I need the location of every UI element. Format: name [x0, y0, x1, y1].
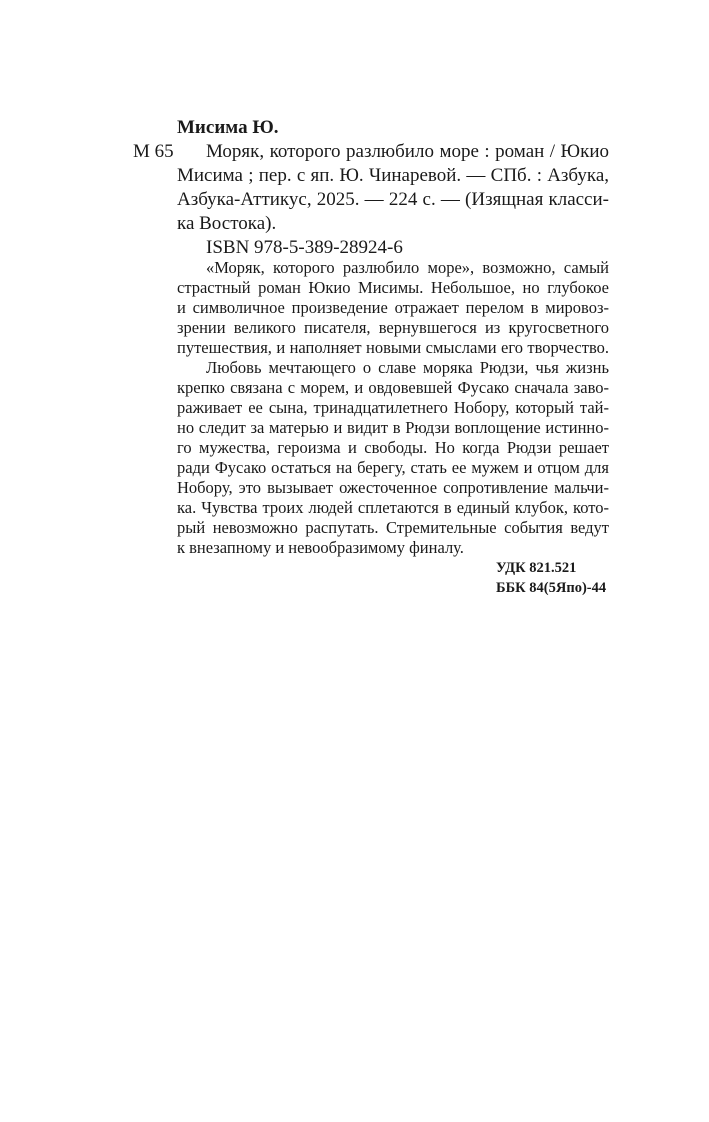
annotation-line: крепко связана с морем, и овдовевшей Фусако сначала заво- [177, 378, 609, 397]
annotation-line: но следит за матерью и видит в Рюдзи воплощение истинно- [177, 418, 609, 437]
bibliographic-line: ка Востока). [177, 213, 277, 234]
annotation-line: ради Фусако остаться на берегу, стать ее мужем и отцом для [177, 458, 609, 477]
annotation-line: рый невозможно распутать. Стремительные события ведут [177, 518, 609, 537]
isbn: ISBN 978-5-389-28924-6 [206, 237, 403, 258]
annotation-line: и символичное произведение отражает перелом в мировоз- [177, 298, 609, 317]
author-mark: М 65 [133, 141, 174, 162]
annotation-line: Любовь мечтающего о славе моряка Рюдзи, чья жизнь [206, 358, 609, 377]
annotation-line: Нобору, это вызывает ожесточенное сопротивление мальчи- [177, 478, 609, 497]
author-heading: Мисима Ю. [177, 117, 279, 138]
annotation-line: путешествия, и наполняет новыми смыслами его творчество. [177, 338, 609, 357]
annotation-line: го мужества, героизма и свободы. Но когда Рюдзи решает [177, 438, 609, 457]
annotation-line: «Моряк, которого разлюбило море», возможно, самый [206, 258, 609, 277]
annotation-line: к внезапному и невообразимому финалу. [177, 538, 464, 557]
annotation-line: ка. Чувства троих людей сплетаются в единый клубок, кото- [177, 498, 609, 517]
annotation-line: страстный роман Юкио Мисимы. Небольшое, но глубокое [177, 278, 609, 297]
bibliographic-line: Азбука-Аттикус, 2025. — 224 с. — (Изящная класси- [177, 189, 609, 210]
bibliographic-line: Мисима ; пер. с яп. Ю. Чинаревой. — СПб. : Азбука, [177, 165, 609, 186]
annotation-line: зрении великого писателя, вернувшегося из кругосветного [177, 318, 609, 337]
udk-index: УДК 821.521 [496, 560, 577, 576]
bibliographic-line: Моряк, которого разлюбило море : роман / Юкио [206, 141, 609, 162]
bbk-index: ББК 84(5Япо)-44 [496, 580, 607, 596]
annotation-line: раживает ее сына, тринадцатилетнего Нобору, который тай- [177, 398, 609, 417]
